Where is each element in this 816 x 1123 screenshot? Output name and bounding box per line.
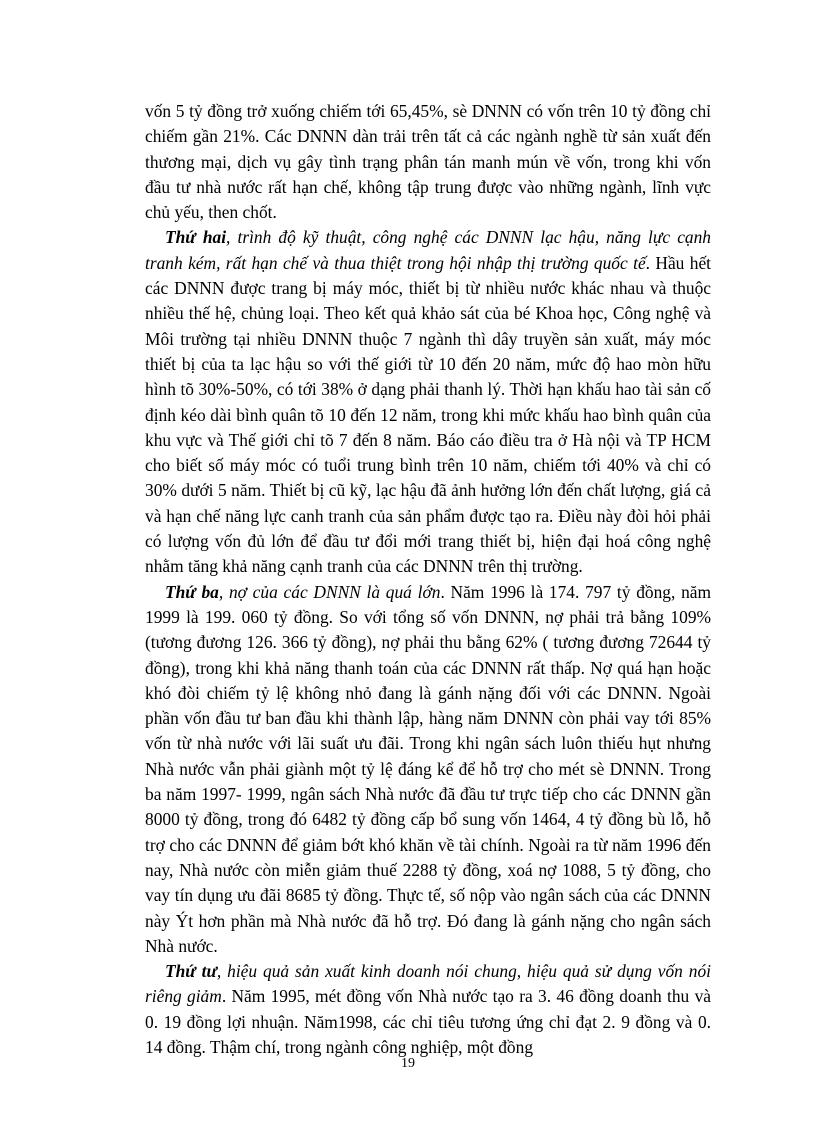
paragraph-text: . Năm 1995, mét đồng vốn Nhà nước tạo ra 3. 46 đồng doanh thu và 0. 19 đồng lợi nhuận. Năm1998, các chỉ tiêu tương ứng chỉ đạt 2. 9 đồng và 0. 14 đồng. Thậm chí, trong ngành công nghiệp, một đồng (145, 986, 711, 1057)
paragraph-lead: Thứ hai (165, 227, 227, 248)
paragraph-text: . Năm 1996 là 174. 797 tỷ đồng, năm 1999 là 199. 060 tỷ đồng. So với tổng số vốn DNNN, nợ phải trả bằng 109% (tương đương 126. 366 tỷ đồng), nợ phải thu bằng 62% ( tương đương 72644 tỷ đồng), trong khi khả năng thanh toán của các DNNN rất thấp. Nợ quá hạn hoặc khó đòi chiếm tỷ lệ không nhỏ đang là gánh nặng đối với các DNNN. Ngoài phần vốn đầu tư ban đầu khi thành lập, hàng năm DNNN còn phải vay tới 85% vốn từ nhà nước với lãi suất ưu đãi. Trong khi ngân sách luôn thiếu hụt nhưng Nhà nước vẫn phải giành một tỷ lệ đáng kể để hỗ trợ cho mét sè DNNN. Trong ba năm 1997- 1999, ngân sách Nhà nước đã đầu tư trực tiếp cho các DNNN gần 8000 tỷ đồng, trong đó 6482 tỷ đồng cấp bổ sung vốn 1464, 4 tỷ đồng bù lỗ, hỗ trợ cho các DNNN để giảm bớt khó khăn về tài chính. Ngoài ra từ năm 1996 đến nay, Nhà nước còn miễn giảm thuế 2288 tỷ đồng, xoá nợ 1088, 5 tỷ đồng, cho vay tín dụng ưu đãi 8685 tỷ đồng. Thực tế, số nộp vào ngân sách của các DNNN này Ýt hơn phần mà Nhà nước đã hỗ trợ. Đó đang là gánh nặng cho ngân sách Nhà nước. (145, 581, 712, 956)
paragraph-emphasis: , nợ của các DNNN là quá lớn (218, 581, 441, 602)
paragraph-lead: Thứ tư (165, 961, 217, 982)
paragraph-capital-distribution (145, 99, 711, 225)
paragraph-lead: Thứ ba (165, 581, 219, 602)
paragraph-text: vốn 5 tỷ đồng trở xuống chiếm tới 65,45%, sè DNNN có vốn trên 10 tỷ đồng chỉ chiếm gần 21%. Các DNNN dàn trải trên tất cả các ngành nghề từ sản xuất đến thương mại, dịch vụ gây tình trạng phân tán manh mún về vốn, trong khi vốn đầu tư nhà nước rất hạn chế, không tập trung được vào những ngành, lĩnh vực chủ yếu, then chốt. (145, 101, 711, 223)
paragraph-efficiency (145, 959, 711, 1060)
paragraph-text: . Hầu hết các DNNN được trang bị máy móc, thiết bị từ nhiều nước khác nhau và thuộc nhiều thế hệ, chủng loại. Theo kết quả khảo sát của bé Khoa học, Công nghệ và Môi trường tại nhiều DNNN thuộc 7 ngành thì dây truyền sản xuất, máy móc thiết bị của ta lạc hậu so với thế giới từ 10 đến 20 năm, mức độ hao mòn hữu hình tõ 30%-50%, có tới 38% ở dạng phải thanh lý. Thời hạn khấu hao tài sản cố định kéo dài bình quân tõ 10 đến 12 năm, trong khi mức khấu hao bình quân của khu vực và Thế giới chỉ tõ 7 đến 8 năm. Báo cáo điều tra ở Hà nội và TP HCM cho biết số máy móc có tuổi trung bình trên 10 năm, chiếm tới 40% và chỉ có 30% dưới 5 năm. Thiết bị cũ kỹ, lạc hậu đã ảnh hưởng lớn đến chất lượng, giá cả và hạn chế năng lực canh tranh của sản phẩm được tạo ra. Điều này đòi hỏi phải có lượng vốn đủ lớn để đầu tư đổi mới trang thiết bị, hiện đại hoá công nghệ nhằm tăng khả năng cạnh tranh của các DNNN trên thị trường. (145, 252, 712, 577)
page-number: 19 (401, 1056, 415, 1071)
document-body (145, 99, 711, 1060)
paragraph-debt (145, 580, 711, 959)
paragraph-emphasis: , hiệu quả sản xuất kinh doanh nói chung, hiệu quả sử dụng vốn nói riêng giảm (145, 961, 712, 1007)
paragraph-emphasis: , trình độ kỹ thuật, công nghệ các DNNN lạc hậu, năng lực cạnh tranh kém, rất hạn chế và thua thiệt trong hội nhập thị trường quốc tế (145, 227, 711, 273)
paragraph-technology (145, 225, 711, 579)
